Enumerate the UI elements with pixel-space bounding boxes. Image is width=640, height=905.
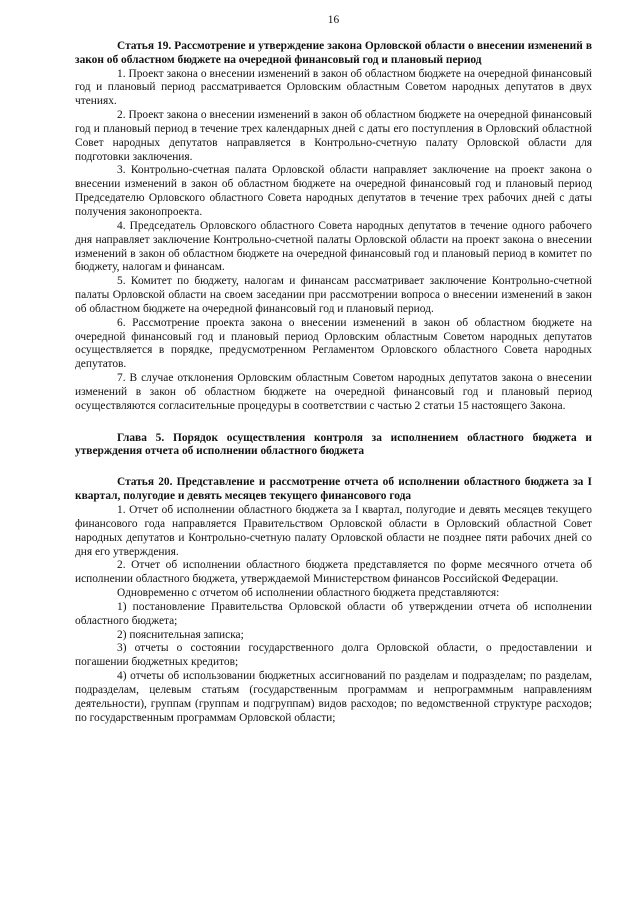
spacer — [75, 459, 592, 476]
article-20-paragraph-3: Одновременно с отчетом об исполнении областного бюджета представляются: — [117, 587, 500, 600]
article-20-list-item-2: 2) пояснительная записка; — [117, 628, 244, 641]
article-20-list-item-1: 1) постановление Правительства Орловской области об утверждении отчета об исполнении областного бюджета; — [75, 600, 592, 627]
article-19-title: Статья 19. Рассмотрение и утверждение закона Орловской области о внесении изменений в закон об областном бюджете на очередной финансовый год и плановый период — [75, 39, 592, 66]
article-19-paragraph-2: 2. Проект закона о внесении изменений в закон об областном бюджете на очередной финансовый год и плановый период в течение трех календарных дней с даты его поступления в Орловский областной Совет народных депутатов направляется в Контрольно-счетную палату Орловской области для подготовки заключения. — [75, 109, 592, 163]
article-19-paragraph-1: 1. Проект закона о внесении изменений в закон об областном бюджете на очередной финансовый год и плановый период рассматривается Орловским областным Советом народных депутатов в двух чтениях. — [75, 67, 592, 108]
chapter-5-title: Глава 5. Порядок осуществления контроля за исполнением областного бюджета и утверждения отчета об исполнении областного бюджета — [75, 431, 592, 458]
article-20-paragraph-2: 2. Отчет об исполнении областного бюджета представляется по форме месячного отчета об исполнении областного бюджета, утверждаемой Министерством финансов Российской Федерации. — [75, 559, 592, 586]
article-19-paragraph-3: 3. Контрольно-счетная палата Орловской области направляет заключение на проект закона о внесении изменений в закон об областном бюджете на очередной финансовый год и плановый период Председателю Орловского областного Совета народных депутатов в течение трех рабочих дней с даты получения законопроекта. — [75, 164, 592, 218]
article-20-title: Статья 20. Представление и рассмотрение отчета об исполнении областного бюджета за I квартал, полугодие и девять месяцев текущего финансового года — [75, 476, 592, 503]
article-19-paragraph-4: 4. Председатель Орловского областного Совета народных депутатов в течение одного рабочего дня направляет заключение Контрольно-счетной палаты Орловской области на проект закона о внесении изменений в закон об областном бюджете на очередной финансовый год и плановый период в комитет по бюджету, налогам и финансам. — [75, 219, 592, 274]
page-number: 16 — [327, 14, 340, 26]
article-19-paragraph-6: 6. Рассмотрение проекта закона о внесении изменений в закон об областном бюджете на очередной финансовый год и плановый период Орловским областным Советом народных депутатов осуществляется в порядке, предусмотренном Регламентом Орловского областного Совета народных депутатов. — [75, 316, 592, 371]
article-20-list-item-3: 3) отчеты о состоянии государственного долга Орловской области, о предоставлении и погашении бюджетных кредитов; — [75, 642, 592, 669]
document-page — [75, 14, 592, 726]
article-19-paragraph-5: 5. Комитет по бюджету, налогам и финансам рассматривает заключение Контрольно-счетной палаты Орловской области на своем заседании при рассмотрении вопроса о внесении изменений в закон об областном бюджете на очередной финансовый год и плановый период. — [75, 275, 592, 315]
article-19-paragraph-7: 7. В случае отклонения Орловским областным Советом народных депутатов закона о внесении изменений в закон об областном бюджете на очередной финансовый год и плановый период осуществляются согласительные процедуры в соответствии с частью 2 статьи 15 настоящего Закона. — [75, 372, 592, 412]
spacer — [75, 414, 592, 432]
article-20-paragraph-1: 1. Отчет об исполнении областного бюджета за I квартал, полугодие и девять месяцев текущего финансового года направляется Правительством Орловской области в Орловский областной Совет народных депутатов и Контрольно-счетную палату Орловской области не позднее пяти рабочих дней со дня его утверждения. — [75, 504, 592, 558]
article-20-list-item-4: 4) отчеты об использовании бюджетных ассигнований по разделам и подразделам; по разделам, подразделам, целевым статьям (государственным программам и непрограммным направлениям деятельности), группам (группам и подгруппам) видов расходов; по ведомственной структуре расходов; по государственным программам Орловской области; — [75, 670, 592, 724]
